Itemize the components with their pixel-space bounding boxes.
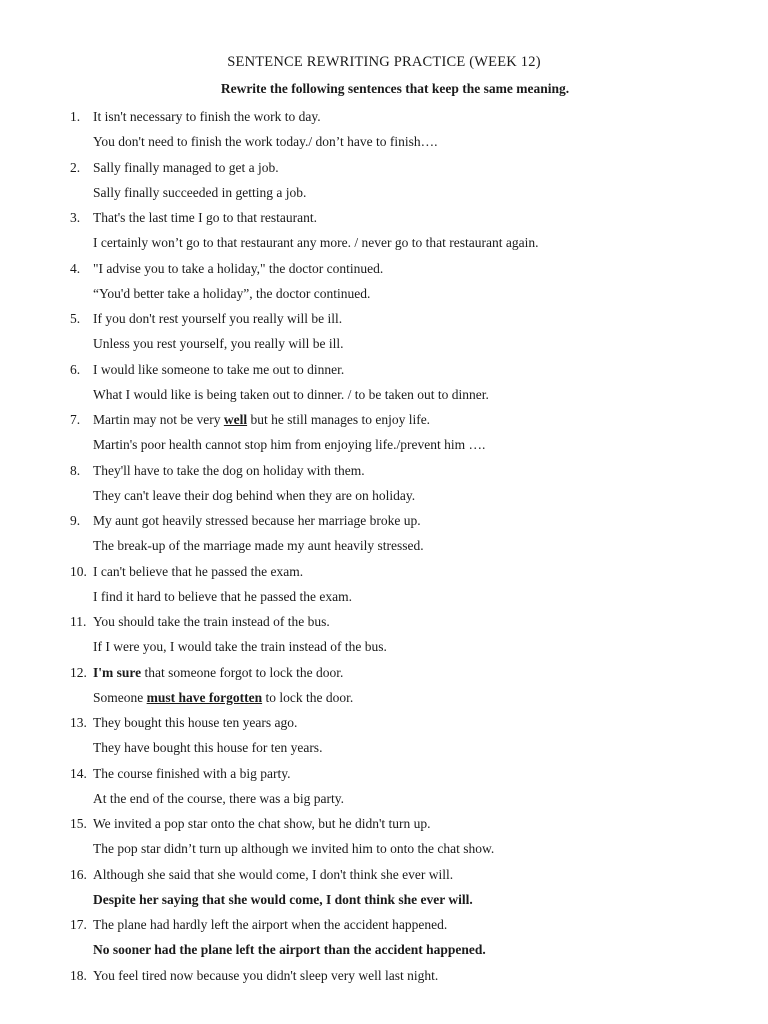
original-sentence: Although she said that she would come, I don't think she ever will. <box>93 866 454 882</box>
list-item <box>0 916 768 967</box>
original-sentence: The course finished with a big party. <box>93 765 291 781</box>
sentence-part: that someone forgot to lock the door. <box>141 664 344 680</box>
item-number: 2. <box>70 159 81 175</box>
item-number: 1. <box>70 109 81 124</box>
original-sentence: Sally finally managed to get a job. <box>93 159 279 175</box>
rewritten-sentence: What I would like is being taken out to dinner. / to be taken out to dinner. <box>93 386 489 402</box>
list-item <box>0 209 768 260</box>
key-phrase: I'm sure <box>93 664 142 680</box>
rewritten-sentence: They can't leave their dog behind when they are on holiday. <box>93 487 416 503</box>
item-number: 10. <box>70 563 87 579</box>
list-item <box>0 462 768 513</box>
item-number: 6. <box>70 361 81 377</box>
item-number: 8. <box>70 462 81 478</box>
list-item <box>0 613 768 664</box>
rewritten-sentence: If I were you, I would take the train instead of the bus. <box>93 639 387 654</box>
original-sentence: You should take the train instead of the bus. <box>93 614 330 629</box>
rewritten-sentence: Unless you rest yourself, you really will be ill. <box>93 336 344 351</box>
rewritten-sentence: At the end of the course, there was a big party. <box>93 790 345 806</box>
item-number: 16. <box>70 866 87 882</box>
list-item <box>0 361 768 412</box>
list-item <box>0 159 768 210</box>
sentence-part: but he still manages to enjoy life. <box>247 412 431 427</box>
rewritten-sentence: Sally finally succeeded in getting a job. <box>93 184 307 200</box>
original-sentence: That's the last time I go to that restaurant. <box>93 210 317 225</box>
list-item <box>0 512 768 563</box>
original-sentence <box>93 664 343 681</box>
item-number: 9. <box>70 513 81 528</box>
list-item <box>0 664 768 715</box>
list-item <box>0 866 768 917</box>
original-sentence: It isn't necessary to finish the work to day. <box>93 109 321 124</box>
exercise-list <box>0 108 768 1017</box>
item-number: 14. <box>70 765 87 781</box>
original-sentence: I would like someone to take me out to dinner. <box>93 361 345 377</box>
rewritten-sentence <box>93 689 353 706</box>
rewritten-sentence: No sooner had the plane left the airport than the accident happened. <box>93 942 486 957</box>
sentence-part: Someone <box>93 689 147 705</box>
item-number: 3. <box>70 210 81 225</box>
rewritten-sentence: Despite her saying that she would come, I dont think she ever will. <box>93 891 473 907</box>
key-word: well <box>223 412 248 427</box>
item-number: 7. <box>70 412 81 427</box>
list-item <box>0 563 768 614</box>
original-sentence: The plane had hardly left the airport when the accident happened. <box>93 917 448 932</box>
original-sentence: My aunt got heavily stressed because her marriage broke up. <box>93 513 421 528</box>
list-item <box>0 815 768 866</box>
list-item <box>0 108 768 159</box>
list-item <box>0 967 768 1018</box>
list-item <box>0 310 768 361</box>
original-sentence: They'll have to take the dog on holiday with them. <box>93 462 365 478</box>
rewritten-sentence: The pop star didn’t turn up although we invited him to onto the chat show. <box>93 841 495 856</box>
rewritten-sentence: The break-up of the marriage made my aunt heavily stressed. <box>93 538 424 553</box>
list-item <box>0 260 768 311</box>
item-number: 5. <box>70 311 81 326</box>
list-item <box>0 714 768 765</box>
item-number: 17. <box>70 917 87 932</box>
original-sentence: I can't believe that he passed the exam. <box>93 563 304 579</box>
item-number: 4. <box>70 260 81 276</box>
original-sentence <box>93 411 430 428</box>
item-number: 15. <box>70 816 87 831</box>
item-number: 13. <box>70 715 87 730</box>
item-number: 12. <box>70 664 87 680</box>
original-sentence: "I advise you to take a holiday," the doctor continued. <box>93 260 384 276</box>
list-item <box>0 765 768 816</box>
rewritten-sentence: You don't need to finish the work today./ don’t have to finish…. <box>93 134 438 149</box>
rewritten-sentence: They have bought this house for ten years. <box>93 740 323 755</box>
rewritten-sentence: I certainly won’t go to that restaurant any more. / never go to that restaurant again. <box>93 235 539 250</box>
item-number: 18. <box>70 967 87 983</box>
page-title: SENTENCE REWRITING PRACTICE (WEEK 12) <box>227 54 541 70</box>
original-sentence: They bought this house ten years ago. <box>93 715 298 730</box>
item-number: 11. <box>70 614 87 629</box>
rewritten-sentence: “You'd better take a holiday”, the doctor continued. <box>93 285 371 301</box>
page-subtitle: Rewrite the following sentences that keep the same meaning. <box>220 81 570 96</box>
rewritten-sentence: I find it hard to believe that he passed the exam. <box>93 588 353 604</box>
sentence-part: Martin may not be very <box>93 412 224 427</box>
original-sentence: You feel tired now because you didn't sleep very well last night. <box>93 967 439 983</box>
key-phrase: must have forgotten <box>146 689 263 705</box>
list-item <box>0 411 768 462</box>
sentence-part: to lock the door. <box>262 689 354 705</box>
original-sentence: If you don't rest yourself you really will be ill. <box>93 311 343 326</box>
rewritten-sentence: Martin's poor health cannot stop him from enjoying life./prevent him …. <box>93 437 486 452</box>
original-sentence: We invited a pop star onto the chat show, but he didn't turn up. <box>93 816 431 831</box>
